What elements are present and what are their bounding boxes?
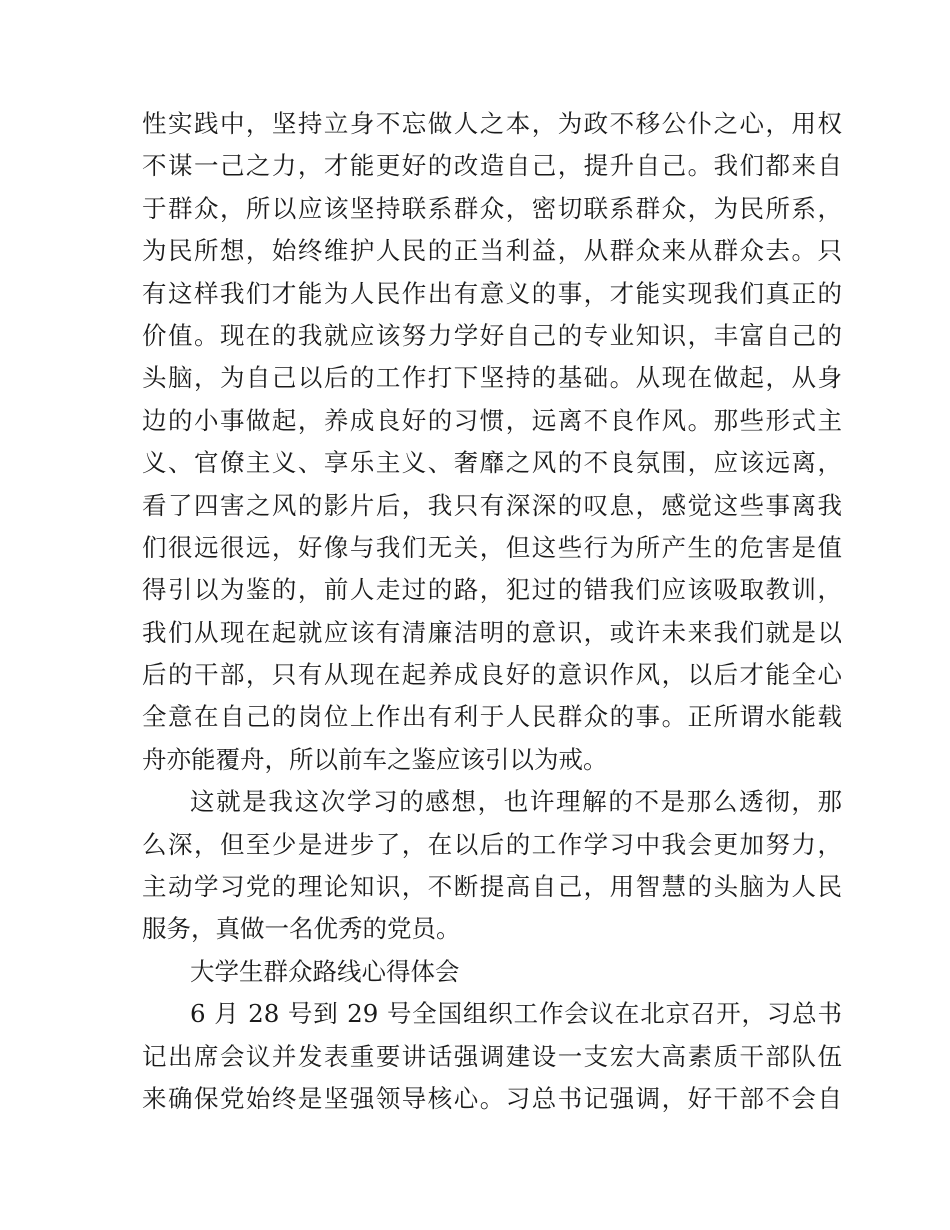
text-line: 不谋一己之力，才能更好的改造自己，提升自己。我们都来自 [142,151,842,181]
text-line: 来确保党始终是坚强领导核心。习总书记强调，好干部不会自 [142,1083,842,1113]
text-line: 们很远很远，好像与我们无关，但这些行为所产生的危害是值 [142,532,842,562]
text-line: 后的干部，只有从现在起养成良好的意识作风，以后才能全心 [142,660,842,690]
text-line: 我们从现在起就应该有清廉洁明的意识，或许未来我们就是以 [142,617,842,647]
text-line: 头脑，为自己以后的工作打下坚持的基础。从现在做起，从身 [142,363,842,393]
text-line: 价值。现在的我就应该努力学好自己的专业知识，丰富自己的 [142,320,842,350]
paragraph-first-line: 这就是我这次学习的感想，也许理解的不是那么透彻，那 [190,787,842,817]
text-line: 边的小事做起，养成良好的习惯，远离不良作风。那些形式主 [142,405,842,435]
text-line: 主动学习党的理论知识，不断提高自己，用智慧的头脑为人民 [142,872,842,902]
text-line: 记出席会议并发表重要讲话强调建设一支宏大高素质干部队伍 [142,1041,842,1071]
text-line: 得引以为鉴的，前人走过的路，犯过的错我们应该吸取教训， [142,575,842,605]
text-line: 全意在自己的岗位上作出有利于人民群众的事。正所谓水能载 [142,702,842,732]
text-line: 服务，真做一名优秀的党员。 [142,914,461,944]
text-line: 为民所想，始终维护人民的正当利益，从群众来从群众去。只 [142,236,842,266]
text-line: 舟亦能覆舟，所以前车之鉴应该引以为戒。 [142,744,608,774]
text-line: 于群众，所以应该坚持联系群众，密切联系群众，为民所系， [142,193,842,223]
document-body [142,103,842,1120]
text-line: 义、官僚主义、享乐主义、奢靡之风的不良氛围，应该远离， [142,448,842,478]
text-line: 看了四害之风的影片后，我只有深深的叹息，感觉这些事离我 [142,490,842,520]
paragraph-first-line: 6 月 28 号到 29 号全国组织工作会议在北京召开，习总书 [190,999,842,1029]
text-line: 么深，但至少是进步了，在以后的工作学习中我会更加努力， [142,829,842,859]
text-line: 性实践中，坚持立身不忘做人之本，为政不移公仆之心，用权 [142,109,842,138]
section-heading: 大学生群众路线心得体会 [190,956,460,986]
text-line: 有这样我们才能为人民作出有意义的事，才能实现我们真正的 [142,278,842,308]
